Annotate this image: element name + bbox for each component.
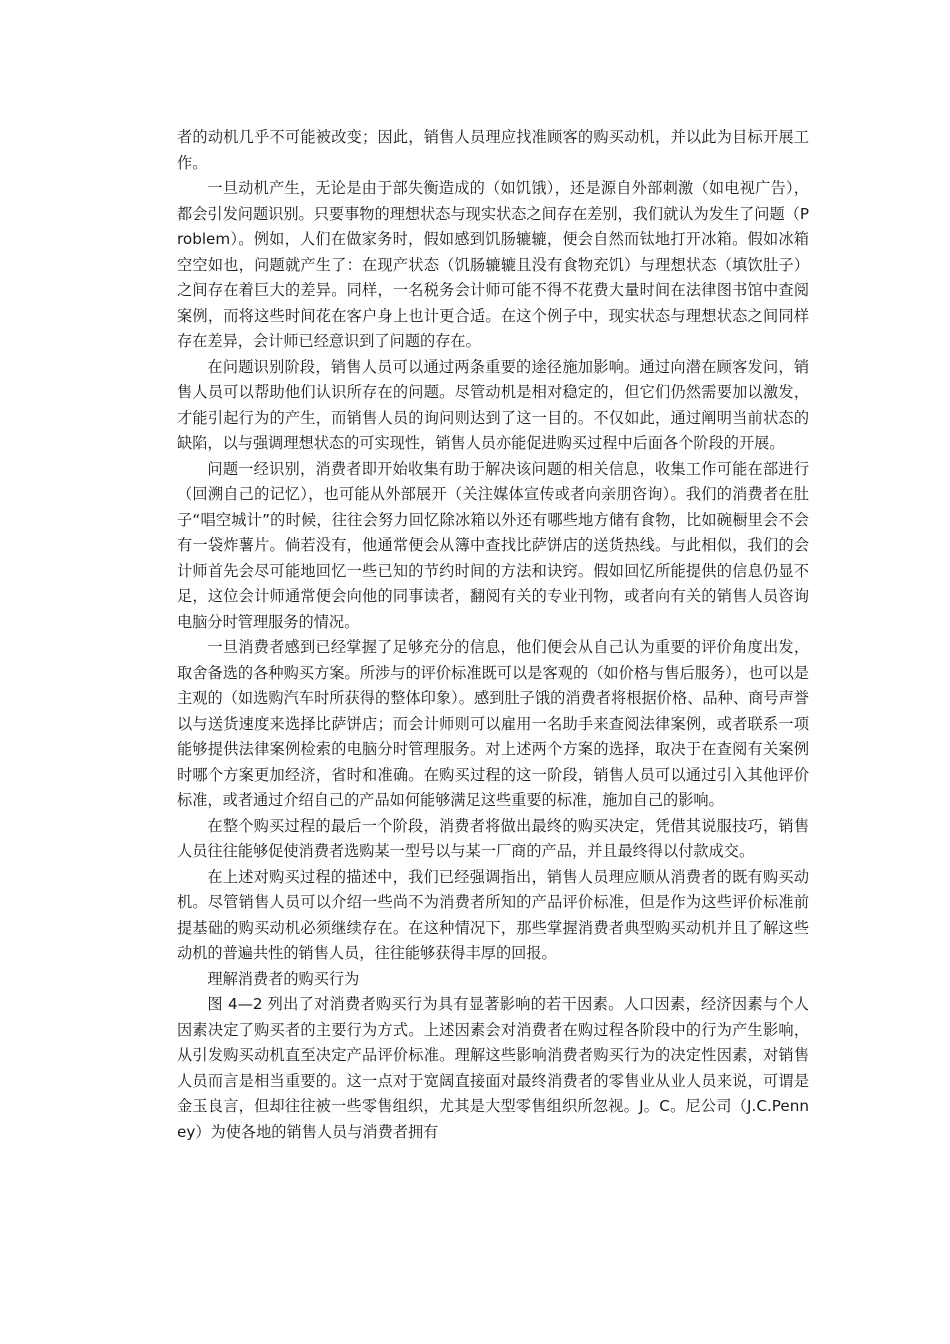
paragraph-continued: 者的动机几乎不可能被改变；因此，销售人员理应找准顾客的购买动机，并以此为目标开展工作。	[177, 128, 809, 172]
paragraph-salesperson-influence: 在问题识别阶段，销售人员可以通过两条重要的途径施加影响。通过向潜在顾客发问，销售人员可以帮助他们认识所存在的问题。尽管动机是相对稳定的，但它们仍然需要加以激发，才能引起行为的产生，而销售人员的询问则达到了这一目的。不仅如此，通过阐明当前状态的缺陷，以与强调理想状态的可实现性，销售人员亦能促进购买过程中后面各个阶段的开展。	[177, 357, 809, 452]
document-page	[177, 125, 809, 1145]
paragraph-information-search: 问题一经识别，消费者即开始收集有助于解决该问题的相关信息，收集工作可能在部进行（回溯自己的记忆），也可能从外部展开（关注媒体宣传或者向亲朋咨询）。我们的消费者在肚子“唱空城计”的时候，往往会努力回忆除冰箱以外还有哪些地方储有食物，比如碗橱里会不会有一袋炸薯片。倘若没有，他通常便会从簿中查找比萨饼店的送货热线。与此相似，我们的会计师首先会尽可能地回忆一些已知的节约时间的方法和诀窍。假如回忆所能提供的信息仍显不足，这位会计师通常便会向他的同事读者，翻阅有关的专业刊物，或者向有关的销售人员咨询电脑分时管理服务的情况。	[177, 459, 809, 631]
paragraph-problem-recognition: 一旦动机产生，无论是由于部失衡造成的（如饥饿），还是源自外部刺激（如电视广告），都会引发问题识别。只要事物的理想状态与现实状态之间存在差别，我们就认为发生了问题（Problem）。例如，人们在做家务时，假如感到饥肠辘辘，便会自然而钛地打开冰箱。假如冰箱空空如也，问题就产生了：在现产状态（饥肠辘辘且没有食物充饥）与理想状态（填饮肚子）之间存在着巨大的差异。同样，一名税务会计师可能不得不花费大量时间在法律图书馆中查阅案例，而将这些时间花在客户身上也计更合适。在这个例子中，现实状态与理想状态之间同样存在差异，会计师已经意识到了问题的存在。	[177, 179, 809, 350]
paragraph-evaluation: 一旦消费者感到已经掌握了足够充分的信息，他们便会从自己认为重要的评价角度出发，取舍备选的各种购买方案。所涉与的评价标准既可以是客观的（如价格与售后服务），也可以是主观的（如选购汽车时所获得的整体印象）。感到肚子饿的消费者将根据价格、品种、商号声誉以与送货速度来选择比萨饼店；而会计师则可以雇用一名助手来查阅法律案例，或者联系一项能够提供法律案例检索的电脑分时管理服务。对上述两个方案的选择，取决于在查阅有关案例时哪个方案更加经济，省时和准确。在购买过程的这一阶段，销售人员可以通过引入其他评价标准，或者通过介绍自己的产品如何能够满足这些重要的标准，施加自己的影响。	[177, 638, 809, 809]
paragraph-purchase-decision: 在整个购买过程的最后一个阶段，消费者将做出最终的购买决定，凭借其说服技巧，销售人员往往能够促使消费者选购某一型号以与某一厂商的产品，并且最终得以付款成交。	[177, 816, 809, 860]
section-heading: 理解消费者的购买行为	[207, 969, 360, 988]
paragraph-consumer-behavior: 图 4—2 列出了对消费者购买行为具有显著影响的若干因素。人口因素，经济因素与个人因素决定了购买者的主要行为方式。上述因素会对消费者在购过程各阶段中的行为产生影响，从引发购买动机直至决定产品评价标准。理解这些影响消费者购买行为的决定性因素，对销售人员而言是相当重要的。这一点对于宽阔直接面对最终消费者的零售业从业人员来说，可谓是金玉良言，但却往往被一些零售组织，尤其是大型零售组织所忽视。J。C。尼公司（J.C.Penney）为使各地的销售人员与消费者拥有	[177, 995, 809, 1141]
paragraph-summary: 在上述对购买过程的描述中，我们已经强调指出，销售人员理应顺从消费者的既有购买动机。尽管销售人员可以介绍一些尚不为消费者所知的产品评价标准，但是作为这些评价标准前提基础的购买动机必须继续存在。在这种情况下，那些掌握消费者典型购买动机并且了解这些动机的普遍共性的销售人员，往往能够获得丰厚的回报。	[177, 867, 809, 962]
